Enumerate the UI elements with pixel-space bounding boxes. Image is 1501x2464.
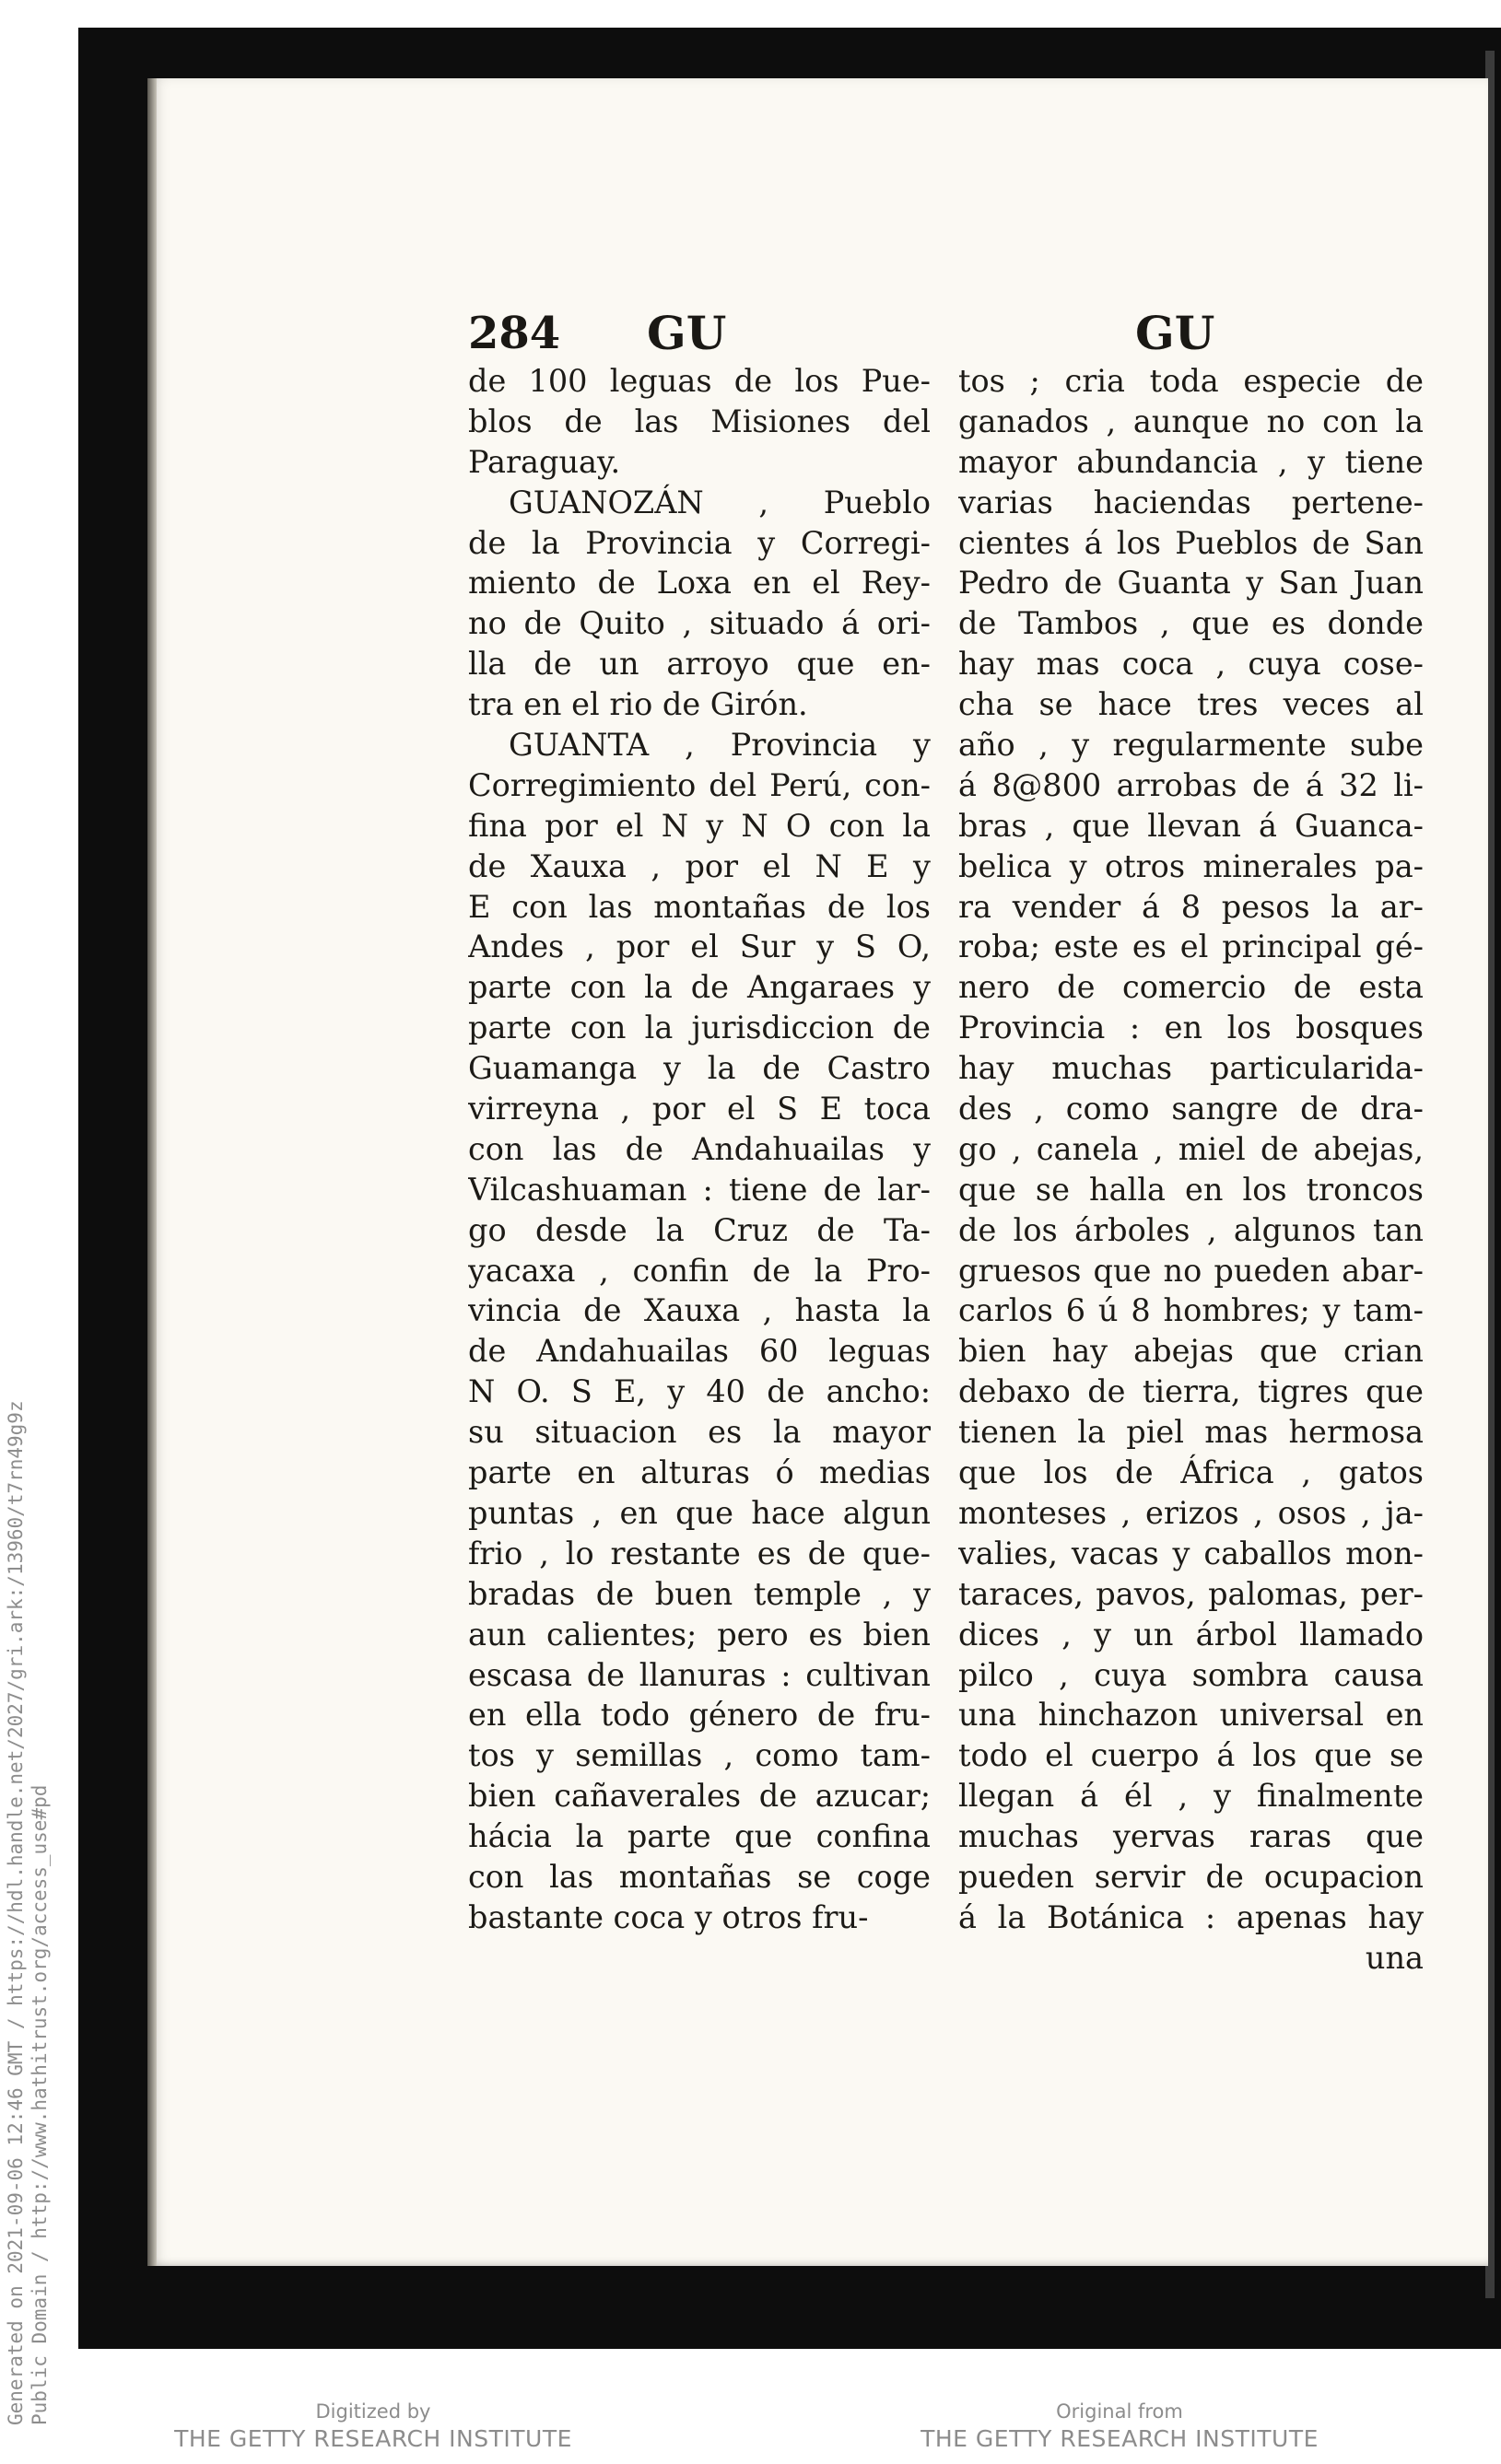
text-line: monteses , erizos , osos , ja- bbox=[958, 1494, 1424, 1531]
text-line: lla de un arroyo que en- bbox=[468, 646, 931, 683]
license-stamp-line: Public Domain / http://www.hathitrust.org/access_use#pd bbox=[29, 1784, 51, 2425]
text-line: Guamanga y la de Castro bbox=[468, 1050, 931, 1087]
text-line: go , canela , miel de abejas, bbox=[958, 1130, 1424, 1167]
digitized-by-credit bbox=[115, 2399, 631, 2454]
text-line: escasa de llanuras : cultivan bbox=[468, 1656, 931, 1693]
digitized-by-org: THE GETTY RESEARCH INSTITUTE bbox=[174, 2425, 572, 2452]
text-line: des , como sangre de dra- bbox=[958, 1091, 1424, 1127]
text-line: á 8@800 arrobas de á 32 li- bbox=[958, 766, 1424, 803]
running-head-right: GU bbox=[1135, 306, 1215, 360]
text-line: que se halla en los troncos bbox=[958, 1171, 1424, 1208]
text-line: bradas de buen temple , y bbox=[468, 1575, 931, 1612]
text-line: virreyna , por el S E toca bbox=[468, 1091, 931, 1127]
text-line: puntas , en que hace algun bbox=[468, 1494, 931, 1531]
text-line: llegan á él , y finalmente bbox=[958, 1778, 1424, 1815]
text-line: hácia la parte que confina bbox=[468, 1818, 931, 1855]
digitized-by-label: Digitized by bbox=[315, 2400, 431, 2423]
text-line: ganados , aunque no con la bbox=[958, 403, 1424, 439]
text-line: mayor abundancia , y tiene bbox=[958, 443, 1424, 480]
text-line: de Andahuailas 60 leguas bbox=[468, 1333, 931, 1370]
text-line: varias haciendas pertene- bbox=[958, 484, 1424, 520]
text-line: Pedro de Guanta y San Juan bbox=[958, 565, 1424, 601]
text-line: pueden servir de ocupacion bbox=[958, 1858, 1424, 1895]
text-line: á la Botánica : apenas hay bbox=[958, 1898, 1424, 1935]
text-line: GUANOZÁN , Pueblo bbox=[509, 484, 931, 520]
text-line: parte con la jurisdiccion de bbox=[468, 1010, 931, 1046]
text-line: Vilcashuaman : tiene de lar- bbox=[468, 1171, 931, 1208]
original-from-org: THE GETTY RESEARCH INSTITUTE bbox=[921, 2425, 1319, 2452]
text-line: Andes , por el Sur y S O, bbox=[468, 928, 931, 965]
text-line: parte con la de Angaraes y bbox=[468, 969, 931, 1006]
text-line: cientes á los Pueblos de San bbox=[958, 524, 1424, 561]
text-line: ra vender á 8 pesos la ar- bbox=[958, 888, 1424, 925]
text-line: go desde la Cruz de Ta- bbox=[468, 1211, 931, 1248]
text-line: valies, vacas y caballos mon- bbox=[958, 1535, 1424, 1571]
text-line: GUANTA , Provincia y bbox=[509, 727, 931, 764]
text-line: año , y regularmente sube bbox=[958, 727, 1424, 764]
text-line: con las montañas se coge bbox=[468, 1858, 931, 1895]
text-line: Corregimiento del Perú, con- bbox=[468, 766, 931, 803]
text-line: tos y semillas , como tam- bbox=[468, 1737, 931, 1774]
text-line: pilco , cuya sombra causa bbox=[958, 1656, 1424, 1693]
text-line: carlos 6 ú 8 hombres; y tam- bbox=[958, 1292, 1424, 1329]
text-line: no de Quito , situado á ori- bbox=[468, 605, 931, 642]
text-line: dices , y un árbol llamado bbox=[958, 1616, 1424, 1652]
text-line: bien cañaverales de azucar; bbox=[468, 1778, 931, 1815]
text-line: miento de Loxa en el Rey- bbox=[468, 565, 931, 601]
text-line: taraces, pavos, palomas, per- bbox=[958, 1575, 1424, 1612]
original-from-label: Original from bbox=[1056, 2400, 1183, 2423]
text-line: tra en el rio de Girón. bbox=[468, 686, 808, 723]
page-number: 284 bbox=[468, 308, 561, 359]
text-line: una bbox=[1365, 1939, 1424, 1976]
generation-stamp-line: Generated on 2021-09-06 12:46 GMT / https://hdl.handle.net/2027/gri.ark:/13960/t7rn49g9z bbox=[5, 1400, 27, 2425]
text-line: yacaxa , confin de la Pro- bbox=[468, 1252, 931, 1289]
text-line: Paraguay. bbox=[468, 443, 621, 480]
text-line: de 100 leguas de los Pue- bbox=[468, 363, 931, 399]
text-line: frio , lo restante es de que- bbox=[468, 1535, 931, 1571]
text-line: cha se hace tres veces al bbox=[958, 686, 1424, 723]
text-line: Provincia : en los bosques bbox=[958, 1010, 1424, 1046]
text-line: N O. S E, y 40 de ancho: bbox=[468, 1373, 931, 1410]
text-line: que los de África , gatos bbox=[958, 1454, 1424, 1491]
text-line: una hinchazon universal en bbox=[958, 1697, 1424, 1734]
text-line: roba; este es el principal gé- bbox=[958, 928, 1424, 965]
text-column-left bbox=[468, 361, 931, 1938]
text-line: de la Provincia y Corregi- bbox=[468, 524, 931, 561]
text-line: bien hay abejas que crian bbox=[958, 1333, 1424, 1370]
text-column-right bbox=[958, 361, 1424, 1979]
text-line: bastante coca y otros fru- bbox=[468, 1898, 869, 1935]
text-line: hay mas coca , cuya cose- bbox=[958, 646, 1424, 683]
running-head-left: GU bbox=[647, 306, 727, 360]
generation-stamp bbox=[4, 1228, 52, 2425]
text-line: fina por el N y N O con la bbox=[468, 807, 931, 844]
text-line: belica y otros minerales pa- bbox=[958, 847, 1424, 884]
text-line: tos ; cria toda especie de bbox=[958, 363, 1424, 399]
text-line: bras , que llevan á Guanca- bbox=[958, 807, 1424, 844]
text-line: tienen la piel mas hermosa bbox=[958, 1414, 1424, 1451]
text-line: E con las montañas de los bbox=[468, 888, 931, 925]
text-line: debaxo de tierra, tigres que bbox=[958, 1373, 1424, 1410]
text-line: de Xauxa , por el N E y bbox=[468, 847, 931, 884]
text-line: con las de Andahuailas y bbox=[468, 1130, 931, 1167]
original-from-credit bbox=[862, 2399, 1378, 2454]
text-line: muchas yervas raras que bbox=[958, 1818, 1424, 1855]
text-line: hay muchas particularida- bbox=[958, 1050, 1424, 1087]
text-line: nero de comercio de esta bbox=[958, 969, 1424, 1006]
text-line: gruesos que no pueden abar- bbox=[958, 1252, 1424, 1289]
text-line: parte en alturas ó medias bbox=[468, 1454, 931, 1491]
text-line: vincia de Xauxa , hasta la bbox=[468, 1292, 931, 1329]
text-line: de Tambos , que es donde bbox=[958, 605, 1424, 642]
text-line: de los árboles , algunos tan bbox=[958, 1211, 1424, 1248]
page-edge-shadow bbox=[147, 78, 157, 2266]
text-line: su situacion es la mayor bbox=[468, 1414, 931, 1451]
text-line: en ella todo género de fru- bbox=[468, 1697, 931, 1734]
text-line: aun calientes; pero es bien bbox=[468, 1616, 931, 1652]
text-line: blos de las Misiones del bbox=[468, 403, 931, 439]
text-line: todo el cuerpo á los que se bbox=[958, 1737, 1424, 1774]
